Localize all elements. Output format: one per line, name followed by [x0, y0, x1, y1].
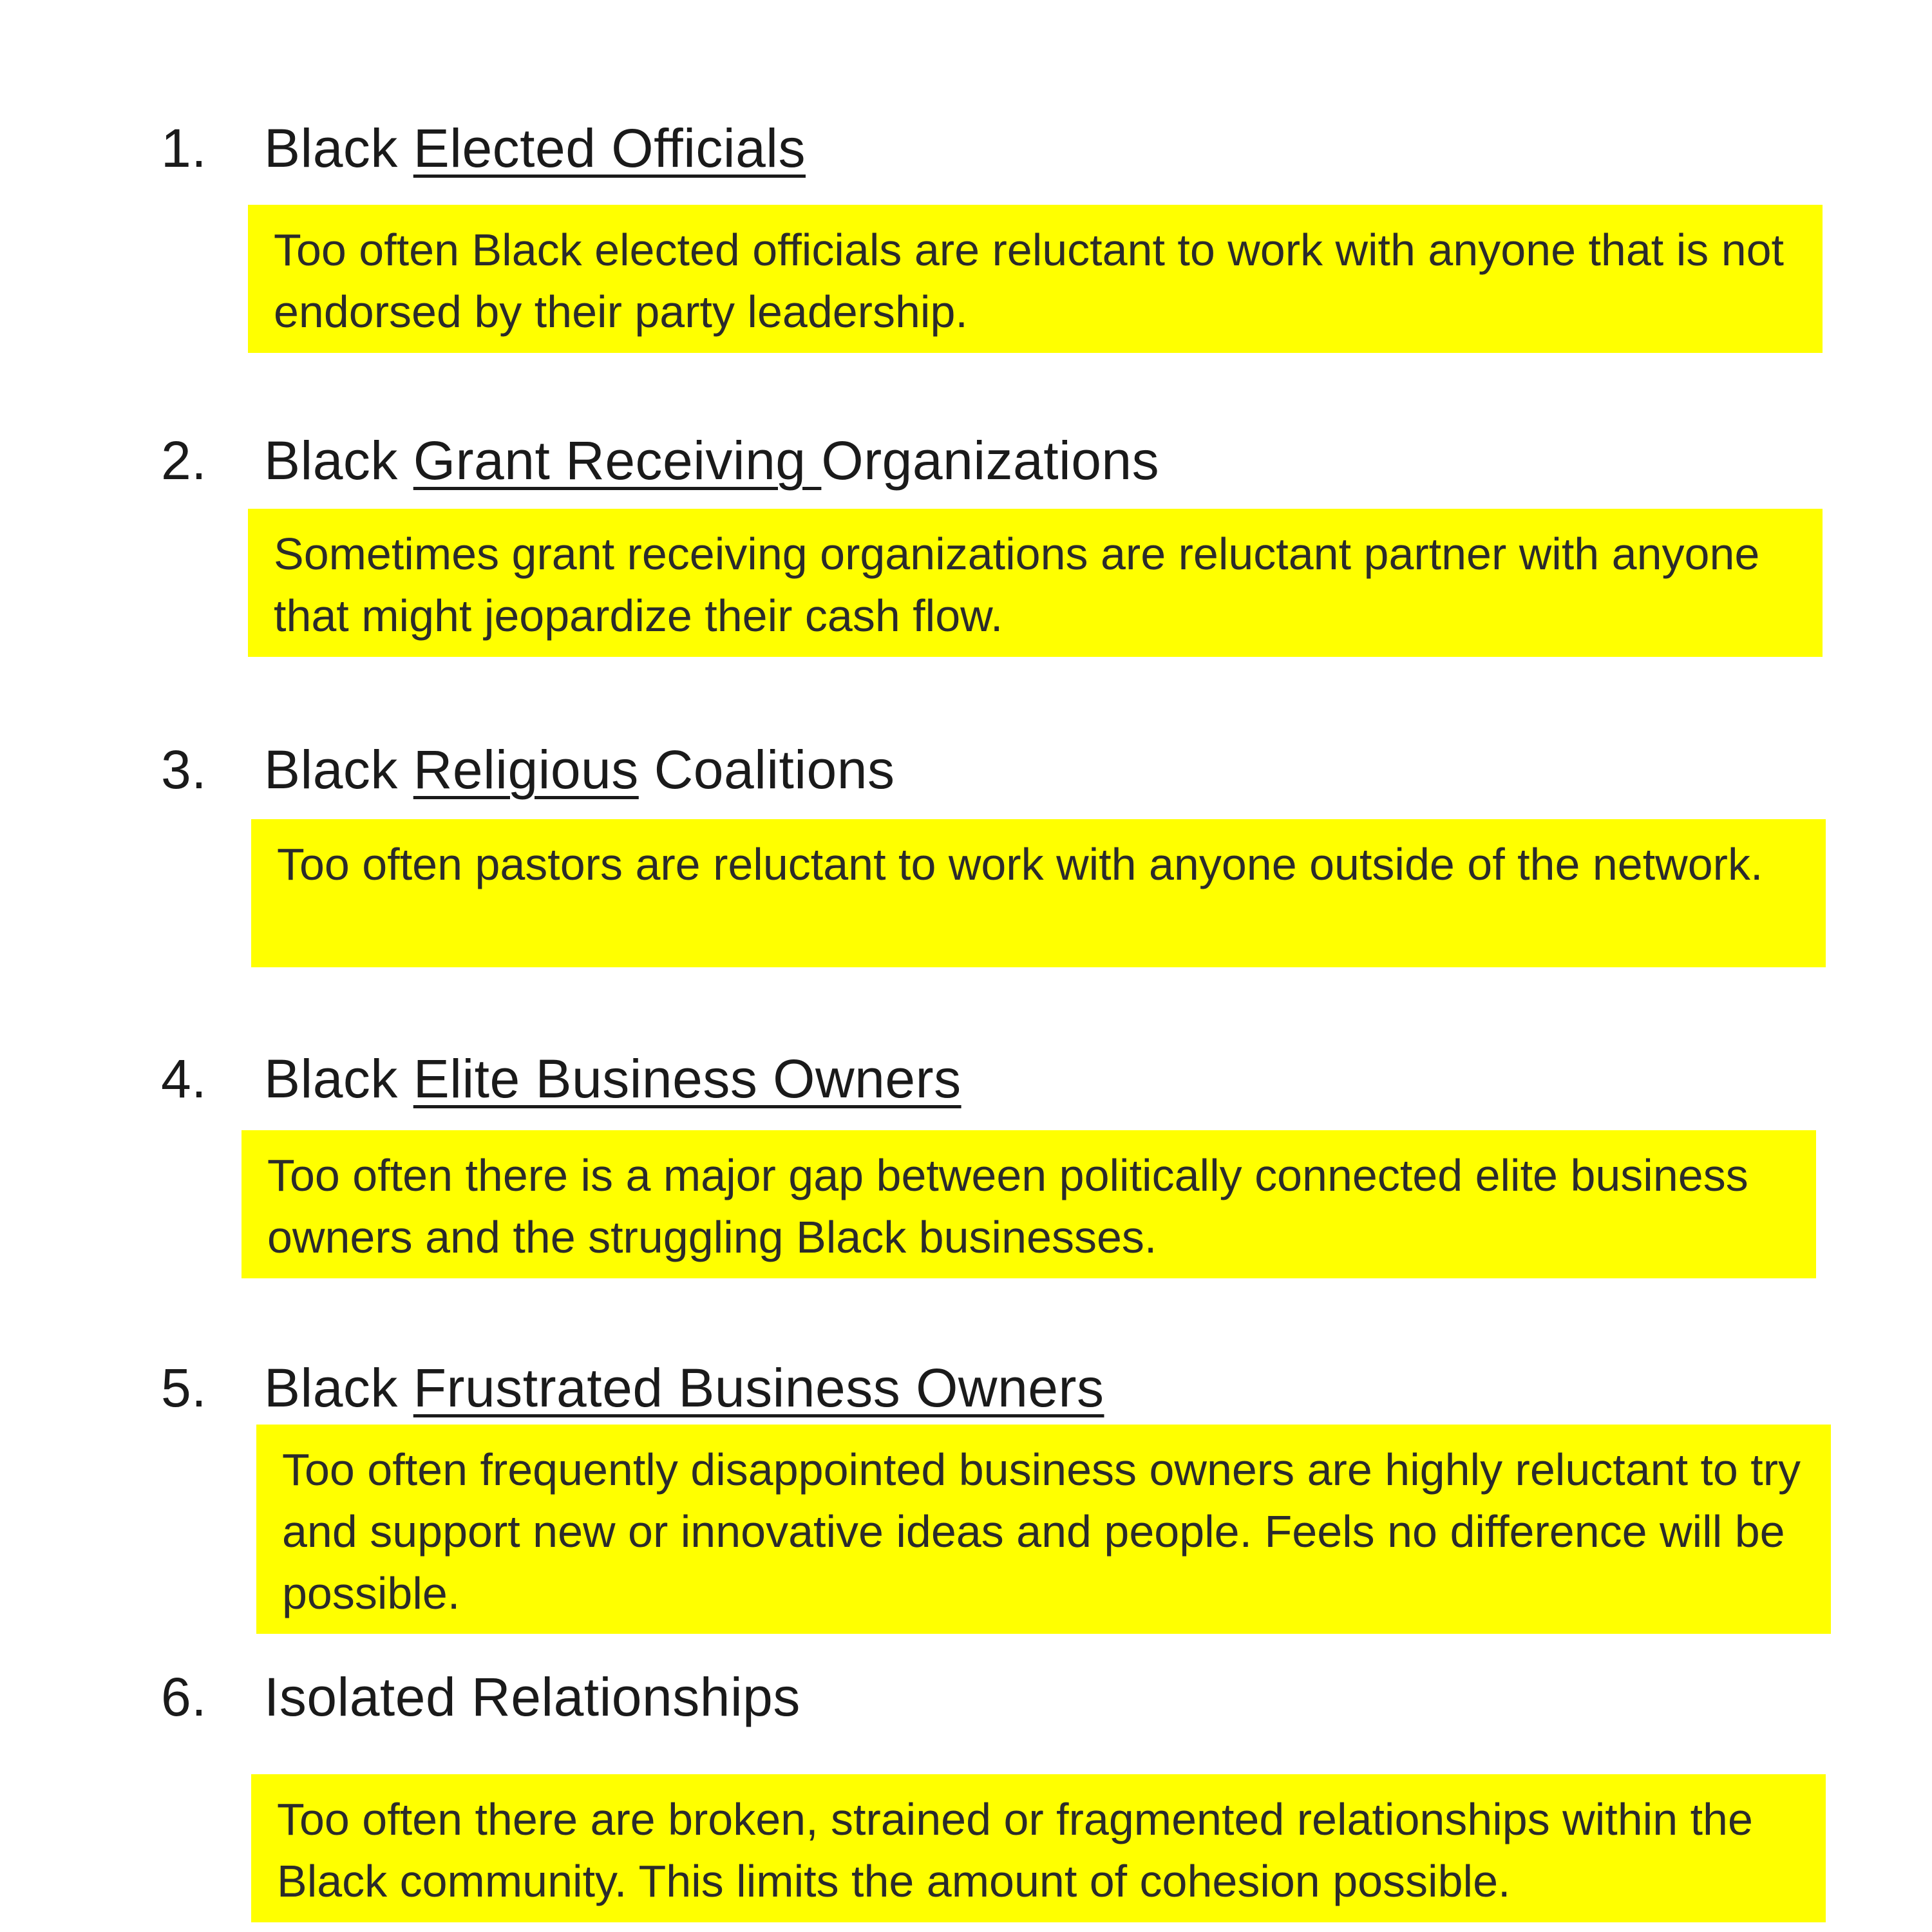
note-box-4 — [242, 1130, 1816, 1278]
heading-prefix: Black — [264, 739, 413, 800]
item-heading-1 — [161, 116, 806, 180]
item-number: 3. — [161, 739, 207, 800]
note-box-3 — [251, 819, 1826, 967]
note-box-2 — [248, 509, 1823, 657]
heading-suffix: Organizations — [821, 430, 1160, 491]
heading-prefix: Black — [264, 430, 413, 491]
heading-underlined-text: Grant Receiving — [413, 430, 822, 491]
item-number: 6. — [161, 1667, 207, 1727]
item-heading-3 — [161, 737, 895, 802]
note-box-6 — [251, 1774, 1826, 1922]
item-number: 4. — [161, 1048, 207, 1109]
note-text: Too often frequently disappointed business owners are highly reluctant to try and support new or innovative ideas and people. Feels no difference will be possible. — [282, 1444, 1801, 1618]
heading-underlined-text: Elected Officials — [413, 118, 806, 178]
item-heading-5 — [161, 1356, 1104, 1420]
item-number: 2. — [161, 430, 207, 491]
heading-prefix: Black — [264, 1048, 413, 1109]
note-text: Too often there is a major gap between politically connected elite business owners and the struggling Black businesses. — [267, 1150, 1748, 1262]
note-box-5 — [256, 1425, 1831, 1634]
item-number: 1. — [161, 118, 207, 178]
note-box-1 — [248, 205, 1823, 353]
note-text: Sometimes grant receiving organizations are reluctant partner with anyone that might jeopardize their cash flow. — [274, 529, 1760, 641]
item-number: 5. — [161, 1358, 207, 1418]
heading-prefix: Black — [264, 118, 413, 178]
item-heading-6 — [161, 1665, 800, 1729]
heading-prefix: Isolated Relationships — [264, 1667, 800, 1727]
item-heading-4 — [161, 1046, 961, 1111]
note-text: Too often there are broken, strained or fragmented relationships within the Black community. This limits the amount of cohesion possible. — [277, 1794, 1753, 1906]
heading-underlined-text: Religious — [413, 739, 639, 800]
item-heading-2 — [161, 428, 1159, 493]
heading-underlined-text: Elite Business Owners — [413, 1048, 961, 1109]
heading-suffix: Coalitions — [638, 739, 895, 800]
note-text: Too often pastors are reluctant to work with anyone outside of the network. — [277, 839, 1763, 889]
heading-underlined-text: Frustrated Business Owners — [413, 1358, 1104, 1418]
note-text: Too often Black elected officials are reluctant to work with anyone that is not endorsed by their party leadership. — [274, 225, 1784, 337]
heading-prefix: Black — [264, 1358, 413, 1418]
